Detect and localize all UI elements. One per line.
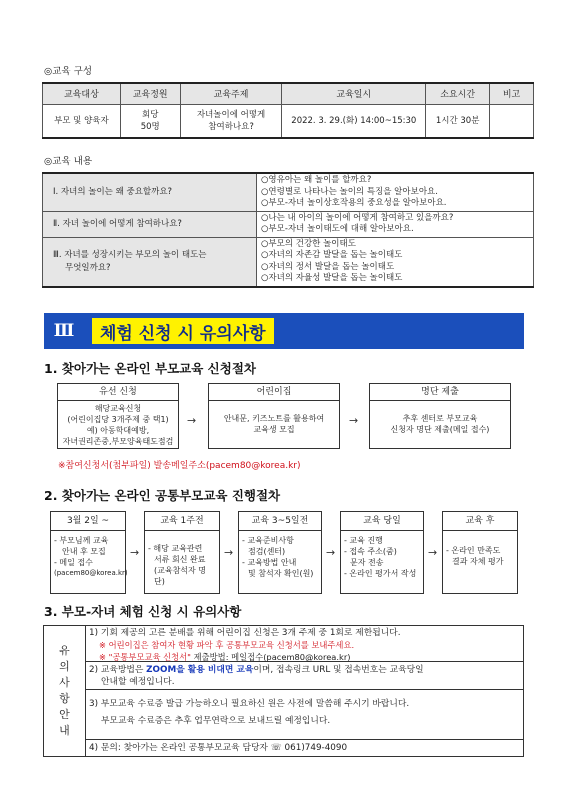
topic-cell: 자녀놀이에 어떻게 참여하나요? [180,104,282,138]
step1-box-daycare: 어린이집 안내문, 키즈노트를 활용하여 교육생 모집 [208,383,340,449]
col-header: 교육일시 [282,83,426,104]
notice-item-4: 4) 문의: 찾아가는 온라인 공통부모교육 담당자 ☏ 061)749-4090 [89,743,348,753]
email-note: ※참여신청서(첨부파일) 발송메일주소(pacem80@korea.kr) [58,461,301,471]
answer-cell: ○영유아는 왜 놀이를 할까요? ○연령별로 나타나는 놀이의 특징을 알아보아요. ○부모-자녀 놀이상호작용의 중요성을 알아보아요. [257,173,534,211]
section-banner [44,313,524,349]
col-header: 교육주제 [180,83,282,104]
arrow-icon: → [326,546,336,559]
banner-title: 체험 신청 시 유의사항 [92,318,274,344]
notice-item-3: 3) 부모교육 수료증 발급 가능하오니 필요하신 원은 사전에 말씀해 주시기 바랍니다. 부모교육 수료증은 추후 업무연락으로 보내드릴 예정입니다. [86,690,523,740]
step3-title: 3. 부모-자녀 체험 신청 시 유의사항 [44,604,242,619]
question-cell: Ⅲ. 자녀를 성장시키는 부모의 놀이 태도는 무엇일까요? [43,237,257,287]
step2-title: 2. 찾아가는 온라인 공통부모교육 진행절차 [44,488,281,503]
notice-side-label: 유 의 사 항 안 내 [44,626,86,756]
col-header: 교육정원 [120,83,180,104]
arrow-icon: → [224,546,234,559]
answer-cell: ○부모의 건강한 놀이태도 ○자녀의 자존감 발달을 돕는 놀이태도 ○자녀의 정서 발달을 돕는 놀이태도 ○자녀의 자율성 발달을 돕는 놀이태도 [257,237,534,287]
step2-box: 교육 3~5일전 - 교육준비사항 점검(센터) - 교육방법 안내 및 참석자 확인(원) [238,511,322,594]
step2-box: 교육 후 - 온라인 만족도 결과 자체 평가 [442,511,518,594]
table-row [43,104,534,138]
arrow-icon: → [349,414,359,427]
step2-box: 교육 당일 - 교육 진행 - 접속 주소(줌) 문자 전송 - 온라인 평가서 작성 [340,511,424,594]
arrow-icon: → [130,546,140,559]
arrow-icon: → [428,546,438,559]
step1-box-submit: 명단 제출 추후 센터로 부모교육 신청자 명단 제출(메일 접수) [369,383,511,449]
section-label-composition: ◎교육 구성 [44,66,93,77]
arrow-icon: → [187,414,197,427]
duration-cell: 1시간 30분 [426,104,490,138]
answer-cell: ○나는 내 아이의 놀이에 어떻게 참여하고 있을까요? ○부모-자녀 놀이태도에 대해 알아보아요. [257,211,534,237]
question-cell: Ⅰ. 자녀의 놀이는 왜 중요할까요? [43,173,257,211]
col-header: 교육대상 [43,83,121,104]
note-cell [490,104,534,138]
question-cell: Ⅱ. 자녀 놀이에 어떻게 참여하나요? [43,211,257,237]
capacity-cell: 회당 50명 [120,104,180,138]
table-row [43,237,534,287]
table-row [43,211,534,237]
notice-box [43,625,524,757]
content-table [42,172,534,288]
banner-number: Ⅲ [53,321,75,341]
col-header: 비고 [490,83,534,104]
target-cell: 부모 및 양육자 [43,104,121,138]
step2-box: 교육 1주전 - 해당 교육관련 서류 회신 완료 (교육참석자 명단) [144,511,220,594]
step1-box-phone: 유선 신청 해당교육신청 (어린이집당 3개주제 중 택1) 예) 아동학대예방, 자녀권리존중,부모양육태도점검 [57,383,179,449]
step2-box: 3월 2일 ~ - 부모님께 교육 안내 후 모집 - 메일 접수 (pacem80@korea.kr) [50,511,126,594]
notice-item-2: 2) 교육방법은 ZOOM을 활용 비대면 교육이며, 접속링크 URL 및 접속번호는 교육당일 안내할 예정입니다. [86,662,523,690]
section-label-content: ◎교육 내용 [44,156,93,167]
composition-table [42,82,534,139]
notice-item-1: 1) 기회 제공의 고른 분배를 위해 어린이집 신청은 3개 주제 중 1회로 제한됩니다. ※ 어린이집은 참여자 현황 파악 후 공통부모교육 신청서를 보내주세요. ※ "공통부모교육 신청서" 제출방법: 메일접수(pacem80@korea.kr) [86,626,523,662]
col-header: 소요시간 [426,83,490,104]
datetime-cell: 2022. 3. 29.(화) 14:00~15:30 [282,104,426,138]
step1-title: 1. 찾아가는 온라인 부모교육 신청절차 [44,361,256,376]
table-row [43,173,534,211]
